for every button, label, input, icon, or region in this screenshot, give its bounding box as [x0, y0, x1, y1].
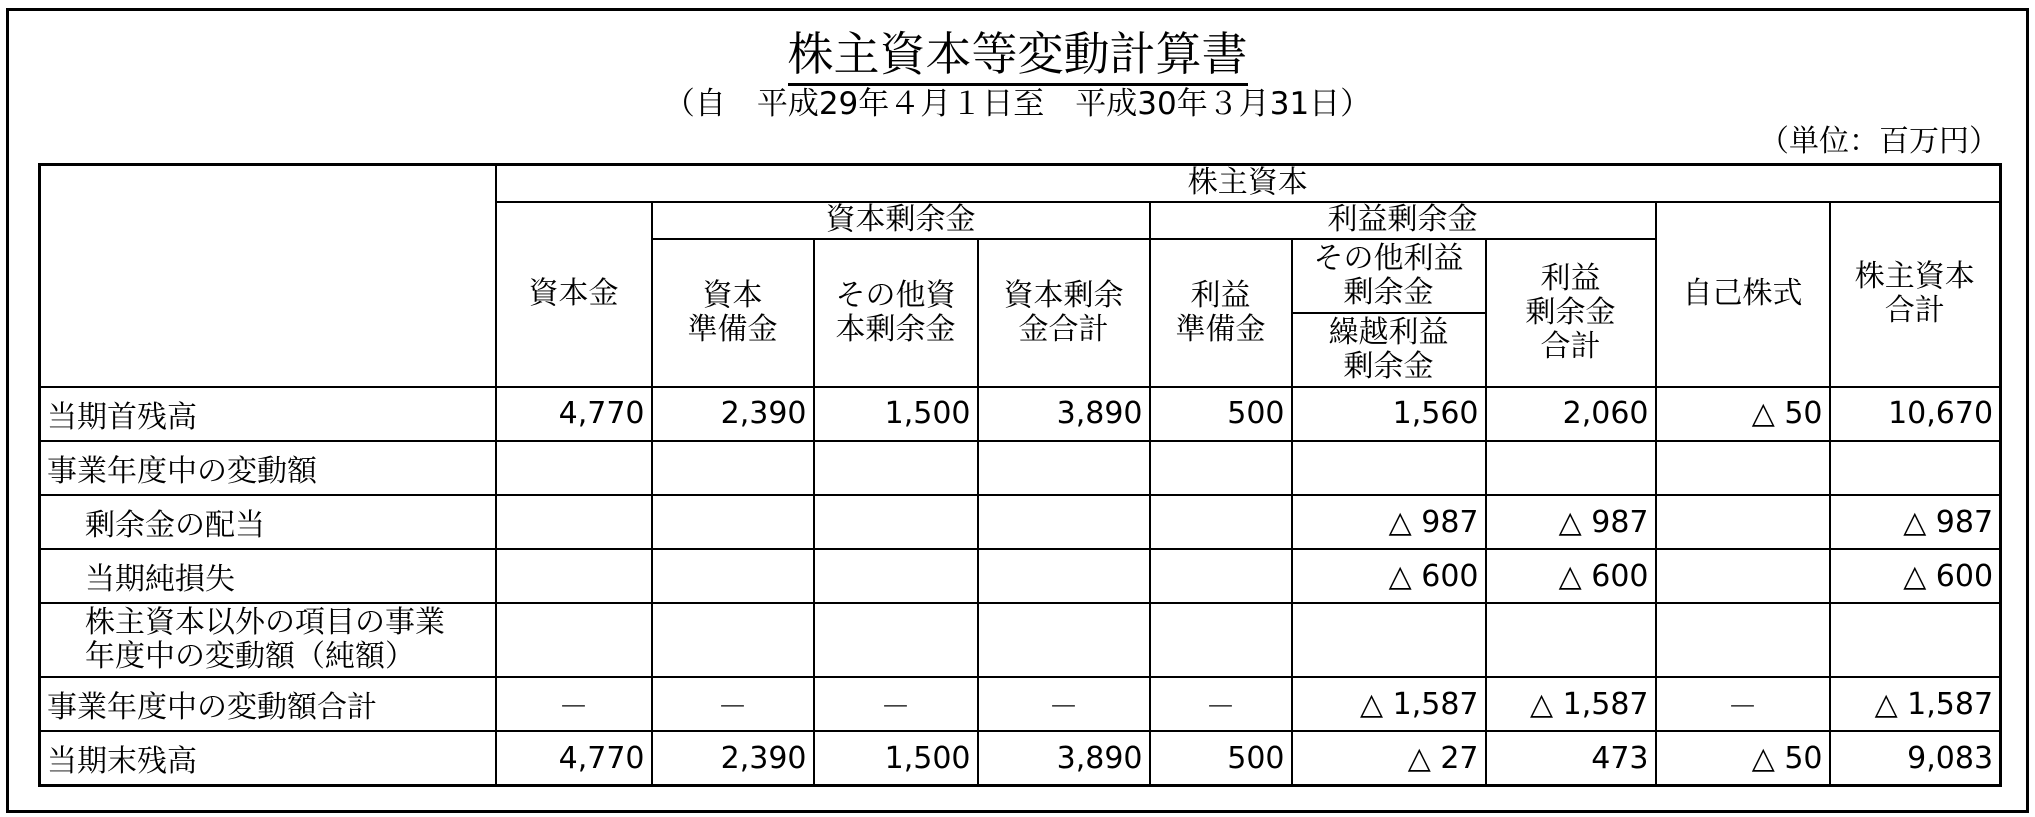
unit-label: （単位：百万円）	[1759, 124, 1999, 159]
value-cell	[1150, 495, 1292, 549]
value-cell	[652, 603, 814, 677]
header-capital-surplus-group: 資本剰余金	[652, 202, 1150, 239]
fiscal-period: （自 平成29年４月１日至 平成30年３月31日）	[663, 86, 1372, 122]
value-cell	[1486, 603, 1656, 677]
value-cell	[1656, 549, 1830, 603]
value-cell	[1656, 603, 1830, 677]
value-cell: 1,560	[1292, 387, 1486, 441]
value-cell: 2,390	[652, 731, 814, 785]
value-cell	[814, 549, 978, 603]
row-label: 剰余金の配当	[40, 495, 496, 549]
value-cell: 500	[1150, 731, 1292, 785]
value-cell: 2,390	[652, 387, 814, 441]
value-cell: △ 987	[1486, 495, 1656, 549]
header-other-capital-surplus: その他資 本剰余金	[814, 239, 978, 387]
header-capital-reserve: 資本 準備金	[652, 239, 814, 387]
value-cell: 10,670	[1830, 387, 2001, 441]
value-cell: △ 987	[1830, 495, 2001, 549]
table-row	[40, 441, 2001, 495]
value-cell	[1292, 441, 1486, 495]
value-cell	[496, 441, 652, 495]
row-label: 事業年度中の変動額合計	[40, 677, 496, 731]
row-label: 当期末残高	[40, 731, 496, 785]
value-cell	[814, 495, 978, 549]
value-cell: 1,500	[814, 387, 978, 441]
value-cell: 3,890	[978, 731, 1150, 785]
document-title: 株主資本等変動計算書	[0, 28, 2035, 80]
value-cell: 4,770	[496, 731, 652, 785]
value-cell	[814, 441, 978, 495]
value-cell	[1656, 441, 1830, 495]
header-equity-total: 株主資本 合計	[1830, 202, 2001, 387]
value-cell	[652, 495, 814, 549]
value-cell: △ 50	[1656, 731, 1830, 785]
value-cell	[652, 441, 814, 495]
header-shareholders-equity: 株主資本	[496, 165, 2001, 202]
value-cell: 473	[1486, 731, 1656, 785]
table-row	[40, 677, 2001, 731]
header-carried-forward: 繰越利益 剰余金	[1292, 313, 1486, 387]
value-cell: －	[496, 677, 652, 731]
value-cell	[1830, 603, 2001, 677]
header-other-retained-earnings: その他利益 剰余金	[1292, 239, 1486, 313]
value-cell	[1150, 603, 1292, 677]
value-cell: －	[814, 677, 978, 731]
value-cell	[496, 549, 652, 603]
table-row	[40, 495, 2001, 549]
header-corner-cell	[40, 165, 496, 387]
value-cell: 4,770	[496, 387, 652, 441]
row-label: 当期首残高	[40, 387, 496, 441]
table-row	[40, 603, 2001, 677]
value-cell	[978, 549, 1150, 603]
value-cell	[1830, 441, 2001, 495]
value-cell	[978, 441, 1150, 495]
value-cell: 1,500	[814, 731, 978, 785]
table-row	[40, 731, 2001, 785]
value-cell: △ 987	[1292, 495, 1486, 549]
row-label: 事業年度中の変動額	[40, 441, 496, 495]
value-cell: △ 1,587	[1292, 677, 1486, 731]
header-retained-earnings-total: 利益 剰余金 合計	[1486, 239, 1656, 387]
table-row	[40, 549, 2001, 603]
value-cell: △ 600	[1486, 549, 1656, 603]
value-cell	[978, 603, 1150, 677]
value-cell: △ 50	[1656, 387, 1830, 441]
value-cell: 9,083	[1830, 731, 2001, 785]
value-cell: 500	[1150, 387, 1292, 441]
value-cell: △ 1,587	[1486, 677, 1656, 731]
value-cell	[1150, 549, 1292, 603]
value-cell	[1486, 441, 1656, 495]
value-cell	[1292, 603, 1486, 677]
row-label: 当期純損失	[40, 549, 496, 603]
value-cell: －	[978, 677, 1150, 731]
equity-statement-table	[38, 163, 2002, 787]
value-cell: －	[652, 677, 814, 731]
header-treasury-stock: 自己株式	[1656, 202, 1830, 387]
value-cell: －	[1150, 677, 1292, 731]
header-capital-stock: 資本金	[496, 202, 652, 387]
value-cell	[652, 549, 814, 603]
value-cell	[496, 495, 652, 549]
value-cell: 3,890	[978, 387, 1150, 441]
value-cell: △ 600	[1292, 549, 1486, 603]
value-cell: －	[1656, 677, 1830, 731]
header-retained-earnings-group: 利益剰余金	[1150, 202, 1656, 239]
value-cell: △ 27	[1292, 731, 1486, 785]
value-cell	[978, 495, 1150, 549]
value-cell	[1656, 495, 1830, 549]
value-cell	[814, 603, 978, 677]
header-legal-reserve: 利益 準備金	[1150, 239, 1292, 387]
value-cell	[496, 603, 652, 677]
value-cell: 2,060	[1486, 387, 1656, 441]
header-capital-surplus-total: 資本剰余 金合計	[978, 239, 1150, 387]
table-row	[40, 387, 2001, 441]
value-cell	[1150, 441, 1292, 495]
value-cell: △ 1,587	[1830, 677, 2001, 731]
value-cell: △ 600	[1830, 549, 2001, 603]
row-label: 株主資本以外の項目の事業 年度中の変動額（純額）	[40, 603, 496, 677]
